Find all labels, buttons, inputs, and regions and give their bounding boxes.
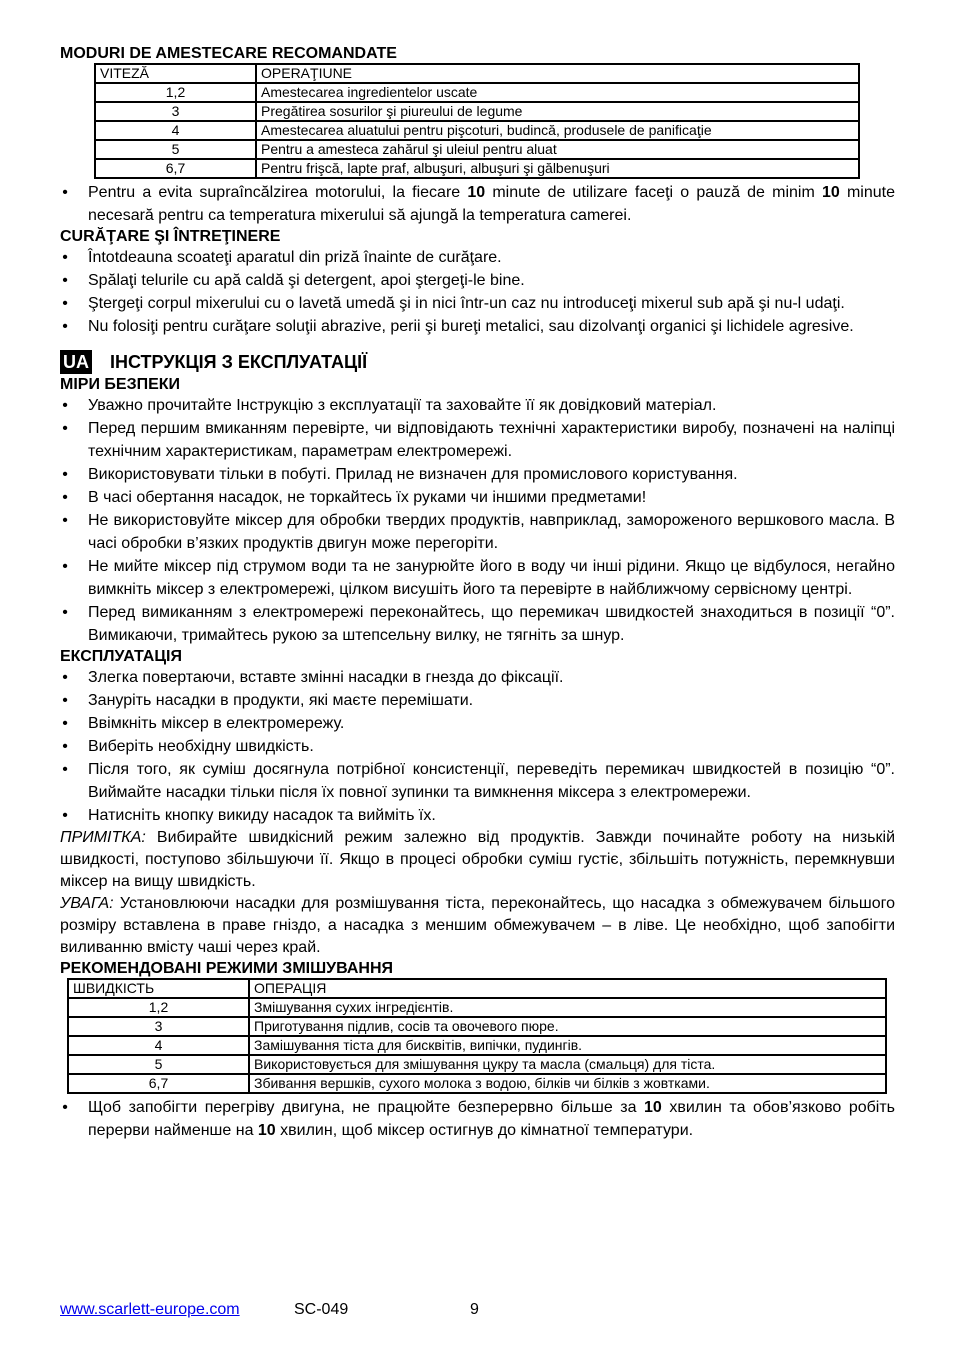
language-badge: UA	[60, 350, 92, 374]
list-item: • Не мийте міксер під струмом води та не занурюйте його в воду чи інші рідини. Якщо це відбулося, негайно вимкніть міксер з електромережі, цілком висушіть його та перевірте в найближчому сервісному центрі.	[60, 555, 895, 601]
list-item: • Ştergeţi corpul mixerului cu o lavetă umedă şi in nici într-un caz nu introduceţi mixerul sub apă şi nu-l udaţi.	[60, 292, 895, 315]
speed-cell: 6,7	[68, 1074, 249, 1093]
operation-cell: Amestecarea aluatului pentru pişcoturi, budincă, produsele de panificaţie	[256, 121, 859, 140]
page-footer	[60, 1300, 895, 1320]
bullet-dot-icon: •	[62, 669, 68, 686]
ua-mix-modes-title: РЕКОМЕНДОВАНІ РЕЖИМИ ЗМІШУВАННЯ	[60, 960, 394, 977]
operation-cell: Amestecarea ingredientelor uscate	[256, 83, 859, 102]
bullet-dot-icon: •	[62, 715, 68, 732]
bullet-dot-icon: •	[62, 1099, 68, 1116]
ua-title: ІНСТРУКЦІЯ З ЕКСПЛУАТАЦІЇ	[110, 351, 368, 372]
operation-cell: Pentru frişcă, lapte praf, albuşuri, albuşuri şi gălbenuşuri	[256, 159, 859, 178]
table-header-speed: VITEZĂ	[95, 64, 256, 83]
bullet-dot-icon: •	[62, 738, 68, 755]
speed-cell: 3	[68, 1017, 249, 1036]
speed-cell: 5	[95, 140, 256, 159]
ua-section-header	[60, 349, 895, 375]
list-item: • Întotdeauna scoateţi aparatul din priză înainte de curăţare.	[60, 246, 895, 269]
speed-cell: 5	[68, 1055, 249, 1074]
warning-label: УВАГА:	[60, 895, 114, 912]
bullet-dot-icon: •	[62, 295, 68, 312]
document-page	[60, 44, 895, 1142]
note-text: Вибирайте швидкісний режим залежно від продуктів. Завжди починайте роботу на низькій швидкості, поступово збільшуючи її. Якщо в процесі обробки суміш густіє, збільшіть потужність, перемкнувши міксер на вищу швидкість.	[60, 829, 895, 890]
table-row	[68, 998, 886, 1017]
bullet-dot-icon: •	[62, 466, 68, 483]
ro-mix-modes-title: MODURI DE AMESTECARE RECOMANDATE	[60, 45, 397, 62]
bullet-dot-icon: •	[62, 318, 68, 335]
list-item: • Spălaţi telurile cu apă caldă şi detergent, apoi ştergeţi-le bine.	[60, 269, 895, 292]
list-item: • Виберіть необхідну швидкість.	[60, 735, 895, 758]
table-row	[95, 140, 859, 159]
bullet-dot-icon: •	[62, 512, 68, 529]
note-label: ПРИМІТКА:	[60, 829, 146, 846]
list-item: • Pentru a evita supraîncălzirea motorului, la fiecare 10 minute de utilizare faceţi o pauză de minim 10 minute necesară pentru ca temperatura mixerului să ajungă la temperatura camerei.	[60, 181, 895, 227]
ua-overheat-list	[60, 1096, 895, 1142]
bullet-dot-icon: •	[62, 489, 68, 506]
bullet-dot-icon: •	[62, 272, 68, 289]
list-item: • Зануріть насадки в продукти, які маєте перемішати.	[60, 689, 895, 712]
ua-safety-list	[60, 394, 895, 647]
table-header-operation: ОПЕРАЦІЯ	[249, 979, 886, 998]
list-item: • Використовувати тільки в побуті. Прилад не визначен для промислового користування.	[60, 463, 895, 486]
operation-cell: Замішування тіста для бисквітів, випічки, пудингів.	[249, 1036, 886, 1055]
table-header-row	[95, 64, 859, 83]
ro-care-list	[60, 246, 895, 338]
speed-cell: 1,2	[68, 998, 249, 1017]
bullet-dot-icon: •	[62, 692, 68, 709]
list-item: • Щоб запобігти перегріву двигуна, не працюйте безперервно більше за 10 хвилин та обов’язково робіть перерви найменше на 10 хвилин, щоб міксер остигнув до кімнатної температури.	[60, 1096, 895, 1142]
bullet-dot-icon: •	[62, 249, 68, 266]
list-item: • Не використовуйте міксер для обробки твердих продуктів, навприклад, замороженого вершкового масла. В часі обробки в’язких продуктів двигун може перегоріти.	[60, 509, 895, 555]
warning-text: Установлюючи насадки для розмішування тіста, переконайтесь, що насадка з обмежувачем більшого розміру вставлена в праве гніздо, а насадка з меншим обмежувачем – в ліве. Це необхідно, щоб запобігти виливанню вмісту чаші через край.	[60, 895, 895, 956]
bullet-dot-icon: •	[62, 558, 68, 575]
operation-cell: Змішування сухих інгредієнтів.	[249, 998, 886, 1017]
bullet-dot-icon: •	[62, 761, 68, 778]
operation-cell: Pentru a amesteca zahărul şi uleiul pentru aluat	[256, 140, 859, 159]
list-item: • Перед вимиканням з електромережі переконайтесь, що перемикач швидкостей знаходиться в позиції “0”. Вимикаючи, тримайтесь рукою за штепсельну вилку, не тягніть за шнур.	[60, 601, 895, 647]
ua-operation-list	[60, 666, 895, 827]
ua-speed-table	[67, 978, 887, 1094]
ua-safety-title: МІРИ БЕЗПЕКИ	[60, 376, 181, 393]
bullet-dot-icon: •	[62, 420, 68, 437]
operation-cell: Збивання вершків, сухого молока з водою, білків чи білків з жовтками.	[249, 1074, 886, 1093]
ro-speed-table	[94, 63, 860, 179]
ua-note-paragraph	[60, 827, 895, 893]
table-row	[68, 1017, 886, 1036]
website-link[interactable]: www.scarlett-europe.com	[60, 1301, 240, 1318]
speed-cell: 6,7	[95, 159, 256, 178]
speed-cell: 4	[68, 1036, 249, 1055]
bullet-dot-icon: •	[62, 807, 68, 824]
bullet-dot-icon: •	[62, 184, 68, 201]
table-row	[95, 121, 859, 140]
list-item: • В часі обертання насадок, не торкайтесь їх руками чи іншими предметами!	[60, 486, 895, 509]
list-item: • Уважно прочитайте Інструкцію з експлуатації та заховайте її як довідковий матеріал.	[60, 394, 895, 417]
table-header-row	[68, 979, 886, 998]
table-header-speed: ШВИДКІСТЬ	[68, 979, 249, 998]
operation-cell: Pregătirea sosurilor şi piureului de legume	[256, 102, 859, 121]
ua-warning-paragraph	[60, 893, 895, 959]
table-row	[95, 159, 859, 178]
ro-overheat-list	[60, 181, 895, 227]
ro-care-title: CURĂŢARE ŞI ÎNTREŢINERE	[60, 228, 281, 245]
table-row	[95, 83, 859, 102]
speed-cell: 3	[95, 102, 256, 121]
table-row	[68, 1074, 886, 1093]
table-row	[68, 1036, 886, 1055]
page-number: 9	[470, 1301, 479, 1318]
list-item: • Ввімкніть міксер в електромережу.	[60, 712, 895, 735]
bullet-dot-icon: •	[62, 604, 68, 621]
speed-cell: 1,2	[95, 83, 256, 102]
table-header-operation: OPERAŢIUNE	[256, 64, 859, 83]
list-item: • Перед першим вмиканням перевірте, чи відповідають технічні характеристики виробу, позначені на наліпці технічним характеристикам, параметрам електромережі.	[60, 417, 895, 463]
list-item: • Nu folosiţi pentru curăţare soluţii abrazive, perii şi bureţi metalici, sau dizolvanţi organici şi lichidele agresive.	[60, 315, 895, 338]
bullet-dot-icon: •	[62, 397, 68, 414]
speed-cell: 4	[95, 121, 256, 140]
table-row	[68, 1055, 886, 1074]
operation-cell: Приготування підлив, сосів та овочевого пюре.	[249, 1017, 886, 1036]
list-item: • Після того, як суміш досягнула потрібної консистенції, переведіть перемикач швидкостей в позицію “0”. Виймайте насадки тільки після їх повної зупинки та вимкнення міксера з електромережи.	[60, 758, 895, 804]
list-item: • Натисніть кнопку викиду насадок та вийміть їх.	[60, 804, 895, 827]
operation-cell: Використовується для змішування цукру та масла (смальця) для тіста.	[249, 1055, 886, 1074]
model-number: SC-049	[294, 1301, 349, 1318]
ua-operation-title: ЕКСПЛУАТАЦІЯ	[60, 648, 182, 665]
list-item: • Злегка повертаючи, вставте змінні насадки в гнезда до фіксації.	[60, 666, 895, 689]
table-row	[95, 102, 859, 121]
